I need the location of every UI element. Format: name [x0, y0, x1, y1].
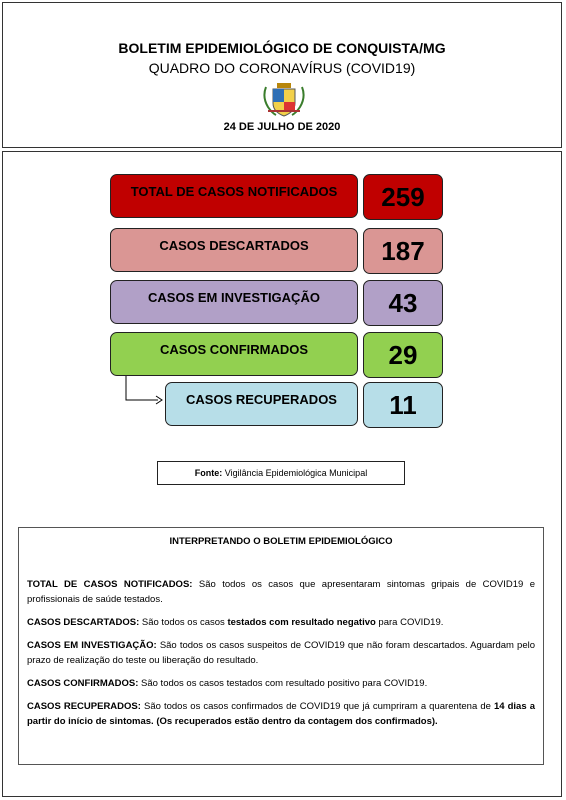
- municipal-crest-icon: [262, 81, 306, 119]
- total-notified-label: TOTAL DE CASOS NOTIFICADOS: [110, 174, 358, 218]
- discarded-label: CASOS DESCARTADOS: [110, 228, 358, 272]
- recovered-value: 11: [363, 382, 443, 428]
- data-source: [157, 461, 405, 485]
- report-title: BOLETIM EPIDEMIOLÓGICO DE CONQUISTA/MG: [118, 40, 446, 56]
- definition-confirmed: CASOS CONFIRMADOS: São todos os casos testados com resultado positivo para COVID19.: [27, 678, 428, 689]
- definition-total-notified: TOTAL DE CASOS NOTIFICADOS: São todos os casos que apresentaram sintomas gripais de COVID19 e profissionais de saúde testados.: [27, 579, 535, 605]
- confirmed-value: 29: [363, 332, 443, 378]
- total-notified-value: 259: [363, 174, 443, 220]
- investigation-value: 43: [363, 280, 443, 326]
- report-date: 24 DE JULHO DE 2020: [223, 121, 341, 133]
- interpretation-box: [18, 527, 544, 765]
- definition-discarded: CASOS DESCARTADOS: São todos os casos testados com resultado negativo para COVID19.: [27, 617, 444, 628]
- report-header: [2, 2, 562, 148]
- discarded-value: 187: [363, 228, 443, 274]
- investigation-label: CASOS EM INVESTIGAÇÃO: [110, 280, 358, 324]
- recovered-arrow-icon: [116, 375, 164, 409]
- definition-investigation: CASOS EM INVESTIGAÇÃO: São todos os casos suspeitos de COVID19 que não foram descartados. Aguardam pelo prazo de realização do teste ou liberação do resultado.: [27, 640, 535, 666]
- confirmed-label: CASOS CONFIRMADOS: [110, 332, 358, 376]
- definition-recovered: CASOS RECUPERADOS: São todos os casos confirmados de COVID19 que já cumpriram a quarentena de 14 dias a partir do início de sintomas. (Os recuperados estão dentro da contagem dos confirmados).: [27, 701, 535, 727]
- recovered-label: CASOS RECUPERADOS: [165, 382, 358, 426]
- source-label: Fonte:: [194, 468, 223, 478]
- source-text: Vigilância Epidemiológica Municipal: [222, 468, 368, 478]
- interpretation-title: INTERPRETANDO O BOLETIM EPIDEMIOLÓGICO: [169, 536, 393, 547]
- report-subtitle: QUADRO DO CORONAVÍRUS (COVID19): [148, 60, 416, 76]
